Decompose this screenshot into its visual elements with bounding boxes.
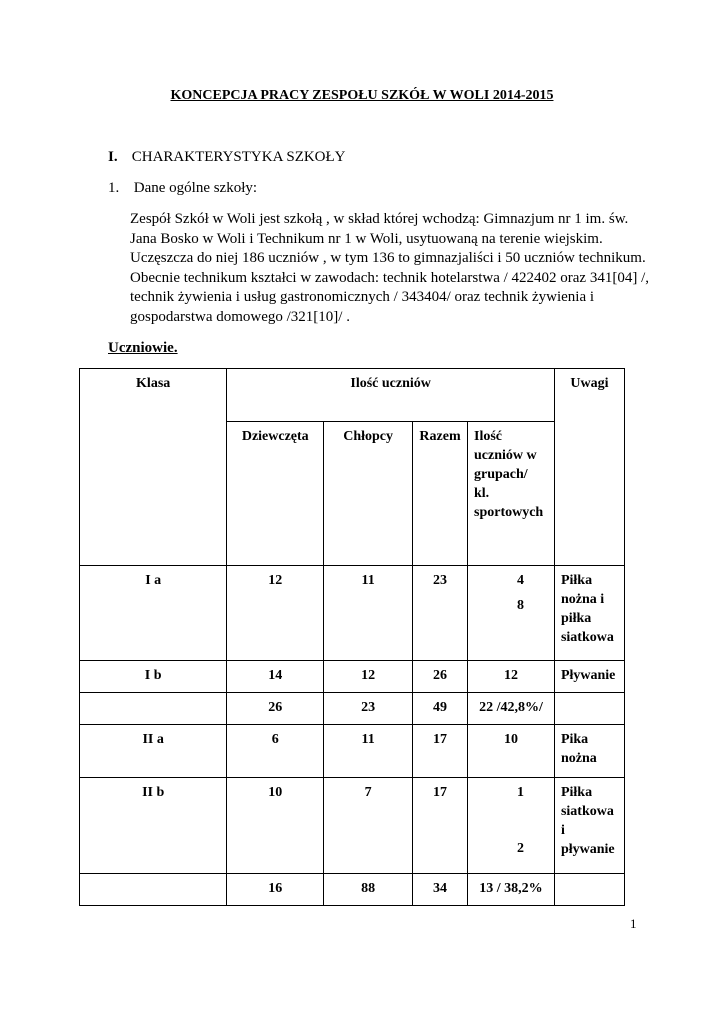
cell-grupy: 10 [468,725,555,778]
cell-klasa [80,874,227,906]
table-row [80,661,625,693]
paragraph-line: Obecnie technikum kształci w zawodach: technik hotelarstwa / 422402 oraz 341[04] /, [130,269,649,286]
cell-grupy-line: 1 [516,785,524,800]
cell-razem: 17 [413,725,468,778]
cell-uwagi-line: Piłka [560,573,593,588]
cell-dziewczeta: 26 [227,693,324,725]
cell-uwagi [554,874,624,906]
cell-grupy-line: 8 [516,598,524,613]
cell-klasa: II b [80,778,227,874]
header-dziewczeta: Dziewczęta [227,422,324,566]
cell-uwagi [554,566,624,661]
document-title: KONCEPCJA PRACY ZESPOŁU SZKÓŁ W WOLI 2014-2015 [170,88,554,103]
table-row-subtotal [80,874,625,906]
cell-razem: 34 [413,874,468,906]
cell-uwagi [554,725,624,778]
cell-razem: 26 [413,661,468,693]
header-chlopcy: Chłopcy [324,422,413,566]
cell-grupy-line: 4 [516,573,524,588]
cell-dziewczeta: 12 [227,566,324,661]
cell-chlopcy: 11 [324,566,413,661]
cell-uwagi-line: siatkowa [560,804,614,819]
cell-razem: 17 [413,778,468,874]
header-ilosc-uczniow: Ilość uczniów [227,369,555,422]
paragraph-line: Uczęszcza do niej 186 uczniów , w tym 136 to gimnazjaliści i 50 uczniów technikum. [130,250,646,266]
list-item-number: 1. [108,180,120,196]
cell-chlopcy: 88 [324,874,413,906]
cell-dziewczeta: 14 [227,661,324,693]
header-grupy-line: sportowych [474,505,544,520]
cell-klasa: I b [80,661,227,693]
school-description [130,210,650,327]
paragraph-line: technik żywienia i usług gastronomicznych / 343404/ oraz technik żywienia i [130,289,595,305]
header-klasa: Klasa [80,369,227,566]
cell-chlopcy: 23 [324,693,413,725]
table-row [80,778,625,874]
cell-uwagi-line: pływanie [560,842,615,857]
cell-klasa: I a [80,566,227,661]
cell-grupy [468,566,555,661]
cell-uwagi-line: i [560,823,565,838]
header-uwagi: Uwagi [554,369,624,566]
cell-chlopcy: 12 [324,661,413,693]
cell-klasa [80,693,227,725]
table-row [80,566,625,661]
cell-uwagi [554,693,624,725]
cell-dziewczeta: 16 [227,874,324,906]
cell-uwagi-line: siatkowa [560,630,614,645]
cell-uwagi-line: nożna i [560,592,605,607]
list-item-title: Dane ogólne szkoły: [133,180,258,196]
cell-dziewczeta: 10 [227,778,324,874]
cell-grupy: 12 [468,661,555,693]
students-table [79,368,625,906]
cell-chlopcy: 7 [324,778,413,874]
cell-razem: 49 [413,693,468,725]
cell-uwagi-line: Piłka [560,785,593,800]
header-grupy-line: kl. [474,486,490,501]
section-heading [108,149,346,166]
cell-klasa: II a [80,725,227,778]
table-header-row [80,369,625,422]
header-grupy-line: uczniów w [474,448,537,463]
header-grupy-line: Ilość [474,429,502,444]
cell-grupy: 22 /42,8%/ [468,693,555,725]
header-razem: Razem [413,422,468,566]
paragraph-line: gospodarstwa domowego /321[10]/ . [130,308,350,325]
page-number: 1 [630,916,637,931]
cell-uwagi-line: piłka [560,611,592,626]
cell-uwagi: Pływanie [554,661,624,693]
cell-uwagi-line: nożna [560,751,597,766]
cell-grupy: 13 / 38,2% [468,874,555,906]
header-grupy-line: grupach/ [474,467,528,482]
section-title: CHARAKTERYSTYKA SZKOŁY [131,149,346,165]
cell-grupy [468,778,555,874]
section-number: I. [108,149,118,165]
cell-razem: 23 [413,566,468,661]
table-row [80,725,625,778]
students-subheading: Uczniowie. [108,340,178,356]
cell-chlopcy: 11 [324,725,413,778]
table-row-subtotal [80,693,625,725]
cell-dziewczeta: 6 [227,725,324,778]
cell-uwagi-line: Pika [560,732,589,747]
cell-grupy-line [474,802,524,821]
cell-grupy-line: 2 [516,841,524,856]
list-item-heading [108,180,257,197]
paragraph-line: Zespół Szkół w Woli jest szkołą , w skład której wchodzą: Gimnazjum nr 1 im. św. [130,211,629,227]
cell-uwagi [554,778,624,874]
paragraph-line: Jana Bosko w Woli i Technikum nr 1 w Woli, usytuowaną na terenie wiejskim. [130,230,603,247]
header-grupy [468,422,555,566]
